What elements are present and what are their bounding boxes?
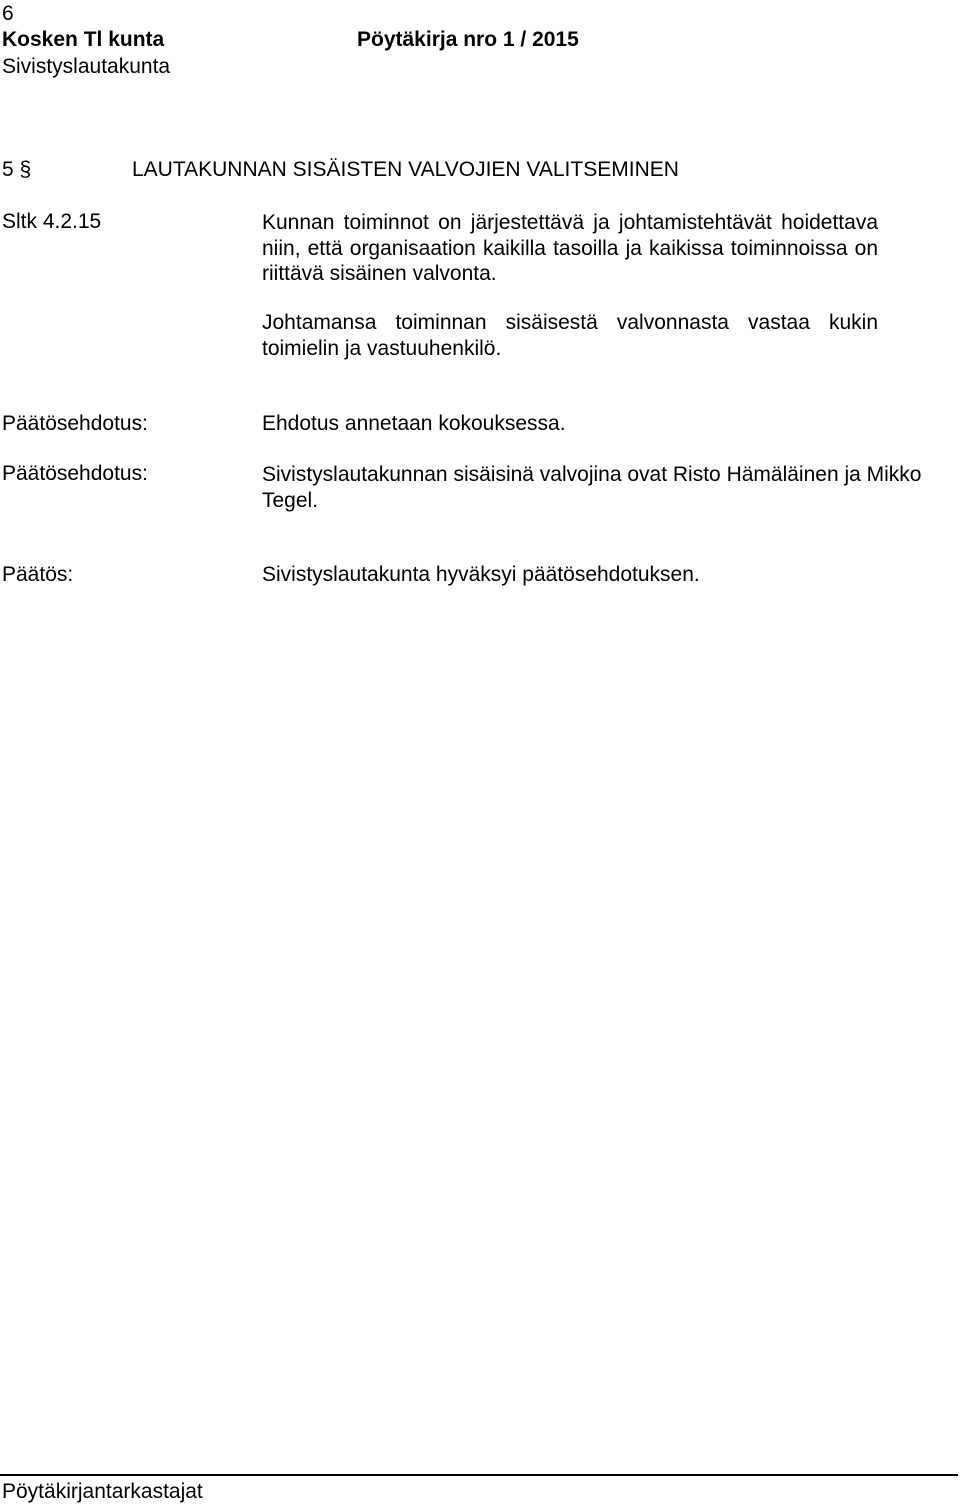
decision-label: Päätösehdotus:	[2, 462, 148, 485]
decision-text: Ehdotus annetaan kokouksessa.	[262, 412, 566, 435]
decision-text: Sivistyslautakunnan sisäisinä valvojina ovat Risto Hämäläinen ja Mikko Tegel.	[262, 463, 922, 512]
footer-rule	[0, 1474, 958, 1476]
decision-label: Päätösehdotus:	[2, 412, 148, 435]
decision-label: Päätös:	[2, 563, 74, 586]
section-number: 5 §	[2, 158, 32, 181]
minutes-title: Pöytäkirja nro 1 / 2015	[357, 28, 579, 51]
footer-label: Pöytäkirjantarkastajat	[2, 1480, 203, 1503]
decision-text: Sivistyslautakunta hyväksyi päätösehdotuksen.	[262, 563, 700, 586]
section-title: LAUTAKUNNAN SISÄISTEN VALVOJIEN VALITSEMINEN	[132, 158, 679, 181]
body-paragraph: Kunnan toiminnot on järjestettävä ja johtamistehtävät hoidettava niin, että organisaation kaikilla tasoilla ja kaikissa toiminnoissa on riittävä sisäinen valvonta.	[262, 211, 878, 285]
municipality-name: Kosken Tl kunta	[2, 28, 165, 51]
committee-name: Sivistyslautakunta	[2, 55, 171, 78]
meeting-reference: Sltk 4.2.15	[2, 210, 102, 233]
page-number: 6	[2, 2, 14, 25]
body-paragraph: Johtamansa toiminnan sisäisestä valvonnasta vastaa kukin toimielin ja vastuuhenkilö.	[262, 311, 878, 360]
